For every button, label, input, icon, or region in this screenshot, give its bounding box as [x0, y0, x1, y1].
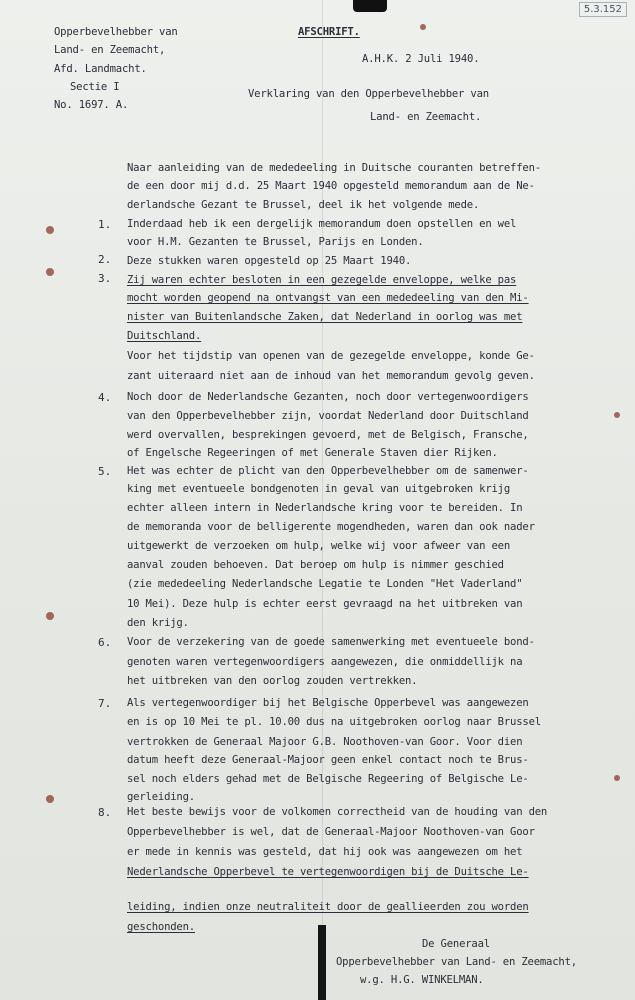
- underlined-line: Nederlandsche Opperbevel te vertegenwoordigen bij de Duitsche Le-: [127, 866, 529, 878]
- underlined-line: mocht worden geopend na ontvangst van een mededeeling van den Mi-: [127, 292, 529, 304]
- paragraph-line: Als vertegenwoordiger bij het Belgische Opperbevel was aangewezen: [127, 697, 529, 709]
- punch-hole: [614, 412, 620, 418]
- punch-hole: [46, 612, 54, 620]
- signature-rank: De Generaal: [422, 938, 490, 950]
- paragraph-line: of Engelsche Regeeringen of met Generale Staven dier Rijken.: [127, 447, 498, 459]
- place-date: A.H.K. 2 Juli 1940.: [362, 53, 480, 65]
- paragraph-line: sel noch elders gehad met de Belgische Regeering of Belgische Le-: [127, 773, 529, 785]
- punch-hole: [614, 775, 620, 781]
- paragraph-number: 6.: [98, 636, 112, 649]
- sender-line: Land- en Zeemacht,: [54, 44, 166, 56]
- sender-line: Afd. Landmacht.: [54, 63, 147, 75]
- sender-line: No. 1697. A.: [54, 99, 129, 111]
- paragraph-line: vertrokken de Generaal Majoor G.B. Noothoven-van Goor. Voor dien: [127, 736, 523, 748]
- underlined-line: geschonden.: [127, 921, 195, 933]
- paragraph-line: 10 Mei). Deze hulp is echter eerst gevraagd na het uitbreken van: [127, 598, 523, 610]
- paragraph-number: 4.: [98, 391, 112, 404]
- paragraph-line: het uitbreken van den oorlog zouden vertrekken.: [127, 675, 418, 687]
- paragraph-line: zant uiteraard niet aan de inhoud van het memorandum gevolg geven.: [127, 370, 535, 382]
- underlined-line: leiding, indien onze neutraliteit door de geallieerden zou worden: [127, 901, 529, 913]
- paragraph-line: Het beste bewijs voor de volkomen correctheid van de houding van den: [127, 806, 548, 818]
- paragraph-number: 3.: [98, 272, 112, 285]
- sender-line: Sectie I: [70, 81, 120, 93]
- paragraph-line: king met eventueele bondgenoten in geval van uitgebroken krijg: [127, 483, 511, 495]
- intro-line: de een door mij d.d. 25 Maart 1940 opgesteld memorandum aan de Ne-: [127, 180, 535, 192]
- paragraph-number: 8.: [98, 806, 112, 819]
- paragraph-line: echter alleen intern in Nederlandsche kring voor te bereiden. In: [127, 502, 523, 514]
- signature-title: Opperbevelhebber van Land- en Zeemacht,: [336, 956, 577, 968]
- paper-clip: [353, 0, 387, 12]
- paragraph-line: genoten waren vertegenwoordigers aangewezen, die onmiddellijk na: [127, 656, 523, 668]
- document-heading: AFSCHRIFT.: [298, 26, 360, 38]
- paragraph-line: de memoranda voor de belligerente mogendheden, waren dan ook nader: [127, 521, 535, 533]
- binding-clip: [318, 925, 326, 1000]
- paragraph-line: voor H.M. Gezanten te Brussel, Parijs en Londen.: [127, 236, 424, 248]
- paragraph-line: Noch door de Nederlandsche Gezanten, noch door vertegenwoordigers: [127, 391, 529, 403]
- declaration-title: Land- en Zeemacht.: [370, 111, 482, 123]
- paragraph-line: uitgewerkt de verzoeken om hulp, welke wij voor afweer van een: [127, 540, 511, 552]
- punch-hole: [46, 268, 54, 276]
- paragraph-line: Deze stukken waren opgesteld op 25 Maart 1940.: [127, 255, 412, 267]
- underlined-line: Duitschland.: [127, 330, 202, 342]
- paragraph-number: 2.: [98, 253, 112, 266]
- paragraph-line: Het was echter de plicht van den Opperbevelhebber om de samenwer-: [127, 465, 529, 477]
- paragraph-line: Inderdaad heb ik een dergelijk memorandum doen opstellen en wel: [127, 218, 517, 230]
- underlined-line: nister van Buitenlandsche Zaken, dat Nederland in oorlog was met: [127, 311, 523, 323]
- paragraph-number: 7.: [98, 697, 112, 710]
- paragraph-line: Voor de verzekering van de goede samenwerking met eventueele bond-: [127, 636, 535, 648]
- paragraph-line: Voor het tijdstip van openen van de gezegelde enveloppe, konde Ge-: [127, 350, 535, 362]
- reference-stamp: 5.3.152: [579, 2, 627, 17]
- sender-line: Opperbevelhebber van: [54, 26, 178, 38]
- paragraph-line: en is op 10 Mei te pl. 10.00 dus na uitgebroken oorlog naar Brussel: [127, 716, 541, 728]
- paragraph-line: datum heeft deze Generaal-Majoor geen enkel contact noch te Brus-: [127, 754, 529, 766]
- intro-line: Naar aanleiding van de mededeeling in Duitsche couranten betreffen-: [127, 162, 541, 174]
- intro-line: derlandsche Gezant te Brussel, deel ik het volgende mede.: [127, 199, 480, 211]
- paragraph-line: er mede in kennis was gesteld, dat hij ook was aangewezen om het: [127, 846, 523, 858]
- paragraph-line: aanval zouden behoeven. Dat beroep om hulp is nimmer geschied: [127, 559, 504, 571]
- paragraph-line: (zie mededeeling Nederlandsche Legatie te Londen "Het Vaderland": [127, 578, 523, 590]
- paragraph-line: gerleiding.: [127, 791, 195, 803]
- paragraph-line: den krijg.: [127, 617, 189, 629]
- paragraph-line: Opperbevelhebber is wel, dat de Generaal-Majoor Noothoven-van Goor: [127, 826, 535, 838]
- paragraph-line: van den Opperbevelhebber zijn, voordat Nederland door Duitschland: [127, 410, 529, 422]
- paragraph-number: 5.: [98, 465, 112, 478]
- punch-hole: [46, 226, 54, 234]
- paragraph-line: werd overvallen, besprekingen gevoerd, met de Belgisch, Fransche,: [127, 429, 529, 441]
- signature-name: w.g. H.G. WINKELMAN.: [360, 974, 484, 986]
- punch-hole: [420, 24, 426, 30]
- underlined-line: Zij waren echter besloten in een gezegelde enveloppe, welke pas: [127, 274, 517, 286]
- declaration-title: Verklaring van den Opperbevelhebber van: [248, 88, 489, 100]
- paragraph-number: 1.: [98, 218, 112, 231]
- punch-hole: [46, 795, 54, 803]
